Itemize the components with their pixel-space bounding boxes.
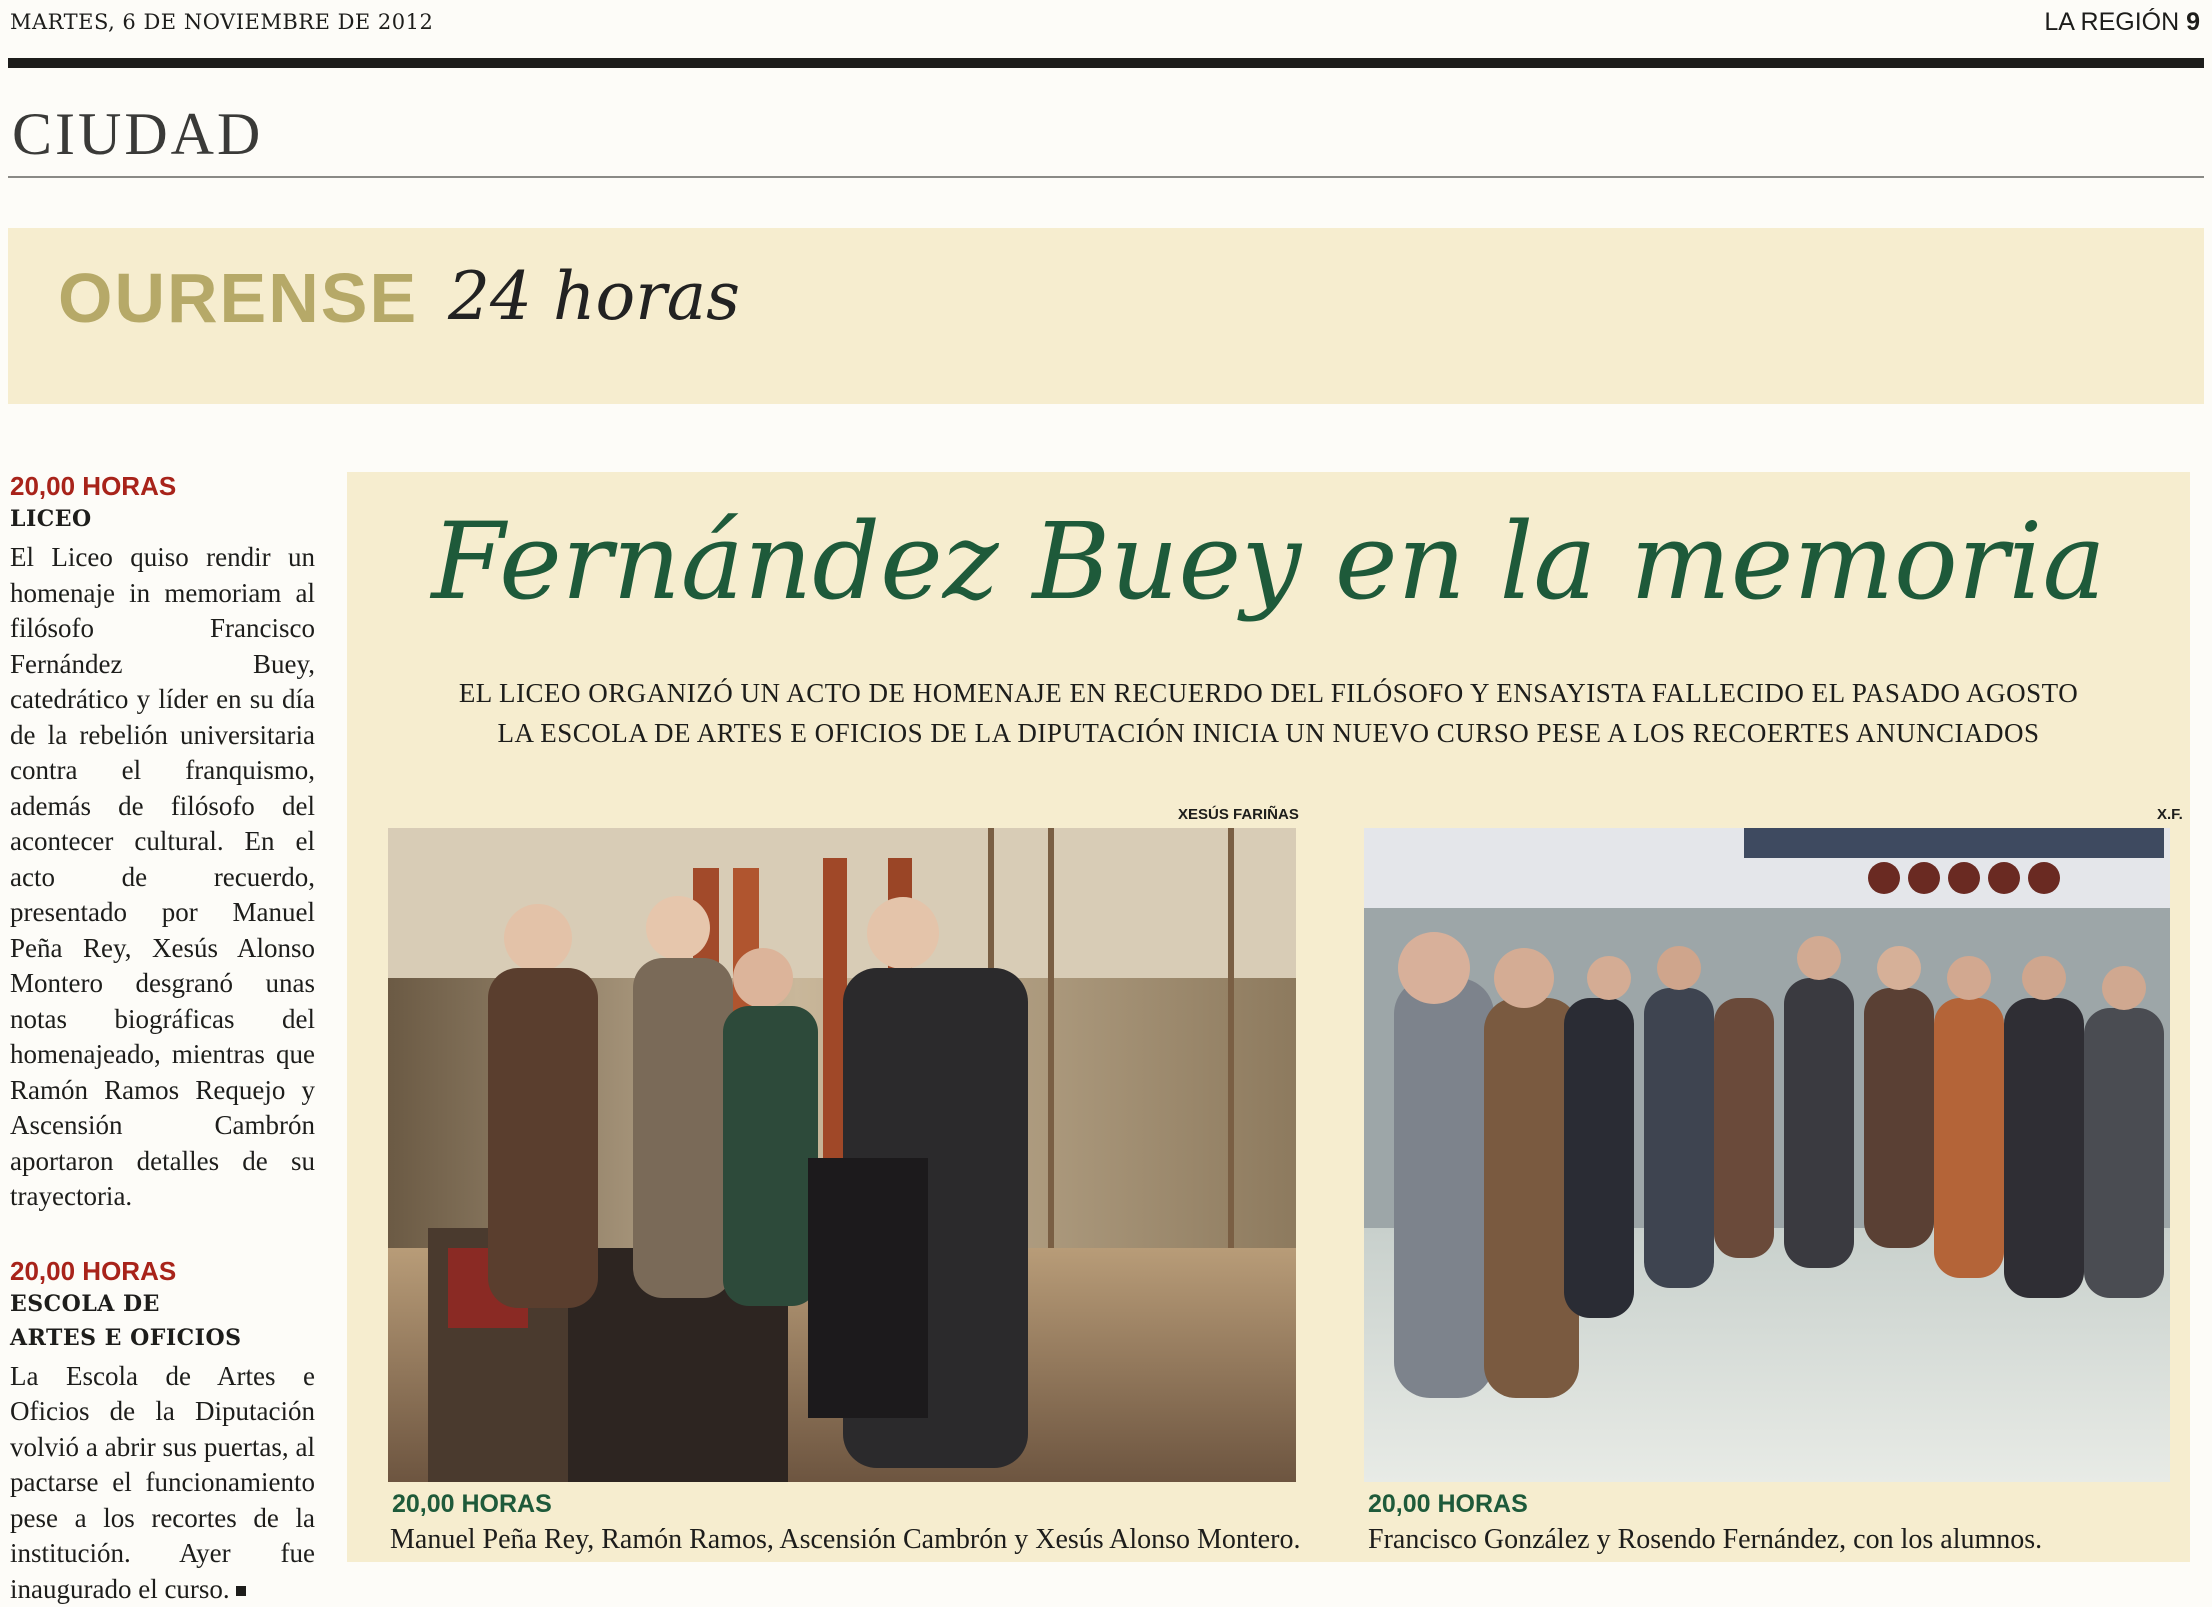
photo-liceo-group: [388, 828, 1296, 1482]
photo1-caption: Manuel Peña Rey, Ramón Ramos, Ascensión Cambrón y Xesús Alonso Montero.: [390, 1524, 1300, 1556]
feature-subhead-2: LA ESCOLA DE ARTES E OFICIOS DE LA DIPUTACIÓN INICIA UN NUEVO CURSO PESE A LOS RECOERTES ANUNCIADOS: [347, 718, 2190, 749]
item2-text: La Escola de Artes e Oficios de la Diputación volvió a abrir sus puertas, al pactarse el funcionamiento pese a los recortes de la institución. Ayer fue inaugurado el curso.: [10, 1361, 315, 1604]
photo1-credit: XESÚS FARIÑAS: [1178, 806, 1299, 823]
item1-venue: LICEO: [10, 502, 315, 536]
feature-headline: Fernández Buey en la memoria: [347, 500, 2190, 623]
item1-text: El Liceo quiso rendir un homenaje in memoriam al filósofo Francisco Fernández Buey, catedrático y líder en su día de la rebelión universitaria contra el franquismo, además de filósofo del acontecer cultural. En el acto de recuerdo, presentado por Manuel Peña Rey, Xesús Alonso Montero desgranó unas notas biográficas del homenajeado, mientras que Ramón Ramos Requejo y Ascensión Cambrón aportaron detalles de su trayectoria.: [10, 540, 315, 1215]
photo-escola-students: [1364, 828, 2170, 1482]
section-title: CIUDAD: [12, 100, 263, 169]
feature-subhead-1: EL LICEO ORGANIZÓ UN ACTO DE HOMENAJE EN RECUERDO DEL FILÓSOFO Y ENSAYISTA FALLECIDO EL PASADO AGOSTO: [347, 678, 2190, 709]
item1-time: 20,00 HORAS: [10, 470, 315, 502]
band-city: OURENSE: [58, 258, 418, 338]
sidebar-column: [10, 470, 315, 1607]
item2-venue-line1: ESCOLA DE: [10, 1287, 315, 1321]
band-hours: 24 horas: [448, 258, 740, 335]
item2-time: 20,00 HORAS: [10, 1255, 315, 1287]
masthead-rule: [8, 58, 2204, 68]
photo2-caption-time: 20,00 HORAS: [1368, 1490, 1528, 1519]
photo1-caption-time: 20,00 HORAS: [392, 1490, 552, 1519]
issue-date: MARTES, 6 DE NOVIEMBRE DE 2012: [10, 10, 433, 34]
end-mark: [236, 1586, 246, 1596]
paper-name-and-page: [2044, 8, 2200, 37]
section-rule: [8, 176, 2204, 178]
page-number: 9: [2186, 8, 2200, 36]
item2-text-block: [10, 1359, 315, 1607]
item2-venue-line2: ARTES E OFICIOS: [10, 1321, 315, 1355]
paper-name: LA REGIÓN: [2044, 8, 2179, 36]
photo2-credit: X.F.: [2157, 806, 2183, 823]
photo2-caption: Francisco González y Rosendo Fernández, con los alumnos.: [1368, 1524, 2042, 1556]
